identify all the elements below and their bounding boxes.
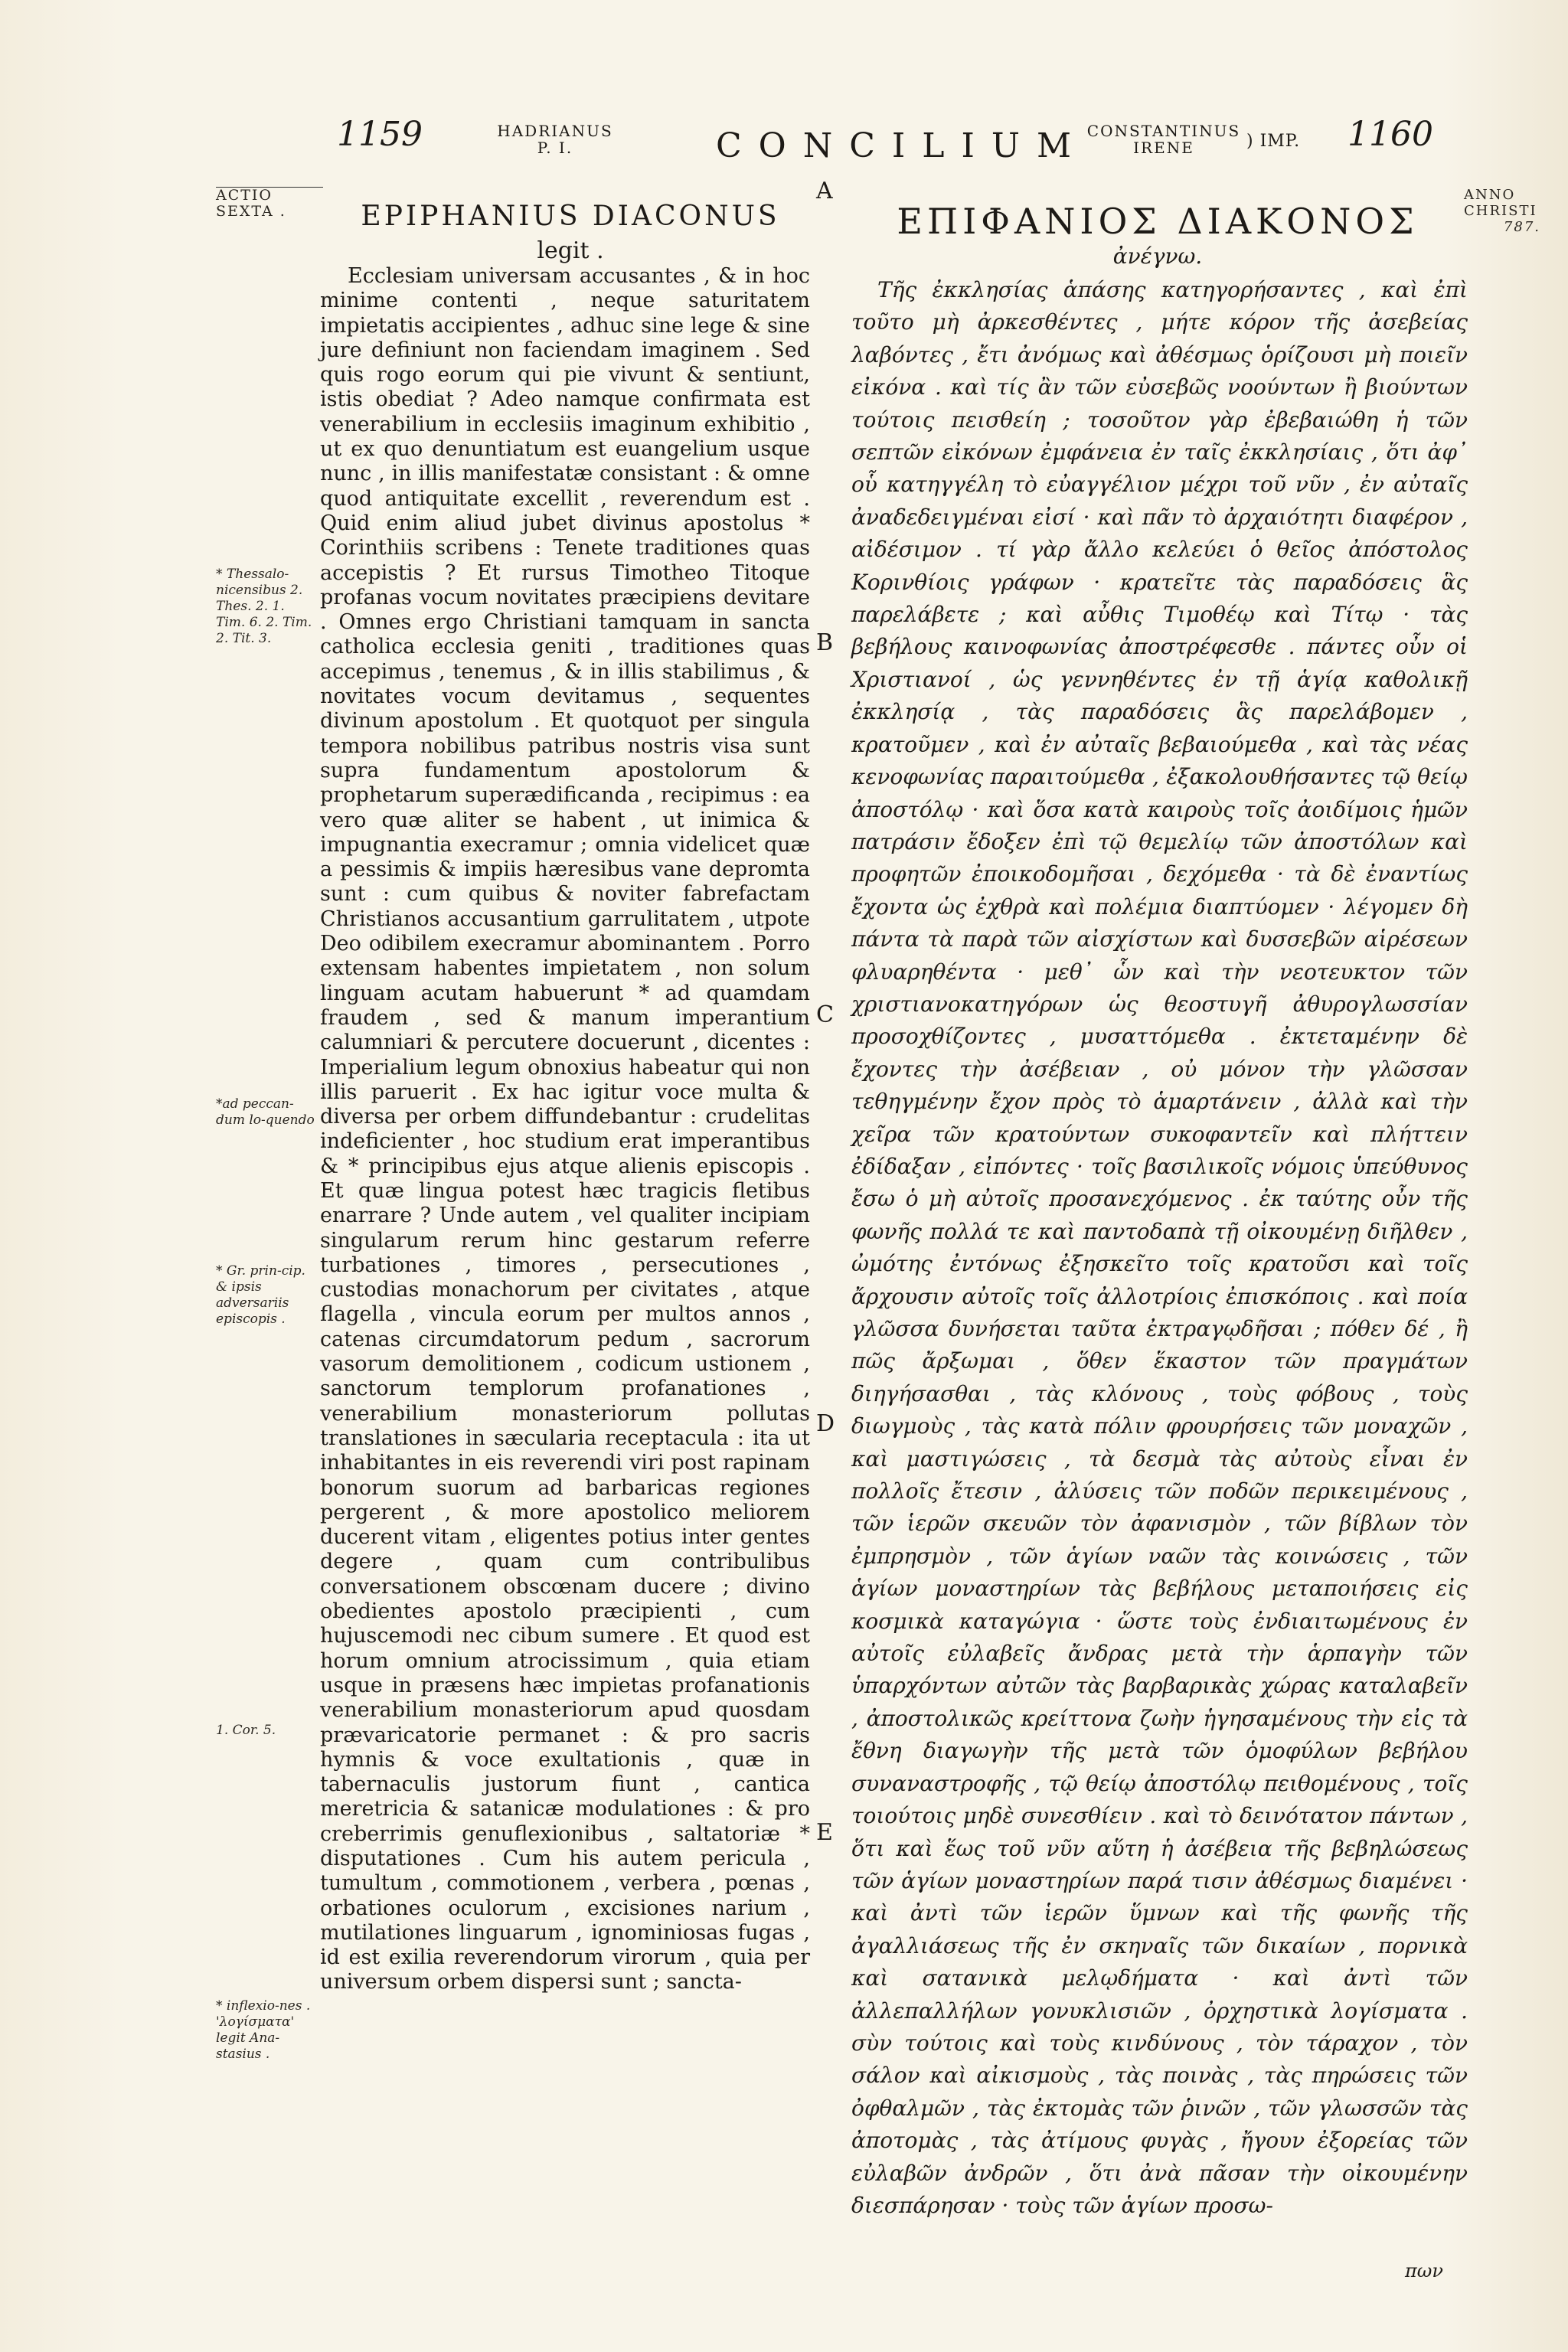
running-title: CONCILIUM [716, 126, 1089, 165]
margin-note-cor: 1. Cor. 5. [216, 1723, 276, 1738]
section-letter-d: D [816, 1410, 835, 1437]
catchword: πων [1405, 2260, 1443, 2282]
greek-subheading: ἀνέγνω. [1112, 243, 1203, 269]
margin-note-peccandum: *ad peccan-dum lo-quendo [216, 1096, 315, 1128]
latin-subheading: legit . [537, 237, 604, 264]
right-page-number: 1160 [1348, 115, 1433, 154]
latin-heading: EPIPHANIUS DIACONUS [361, 201, 780, 232]
anno-year: 787. [1503, 219, 1540, 235]
actio-line2: SEXTA . [216, 203, 286, 220]
right-header-imp: ) IMP. [1246, 132, 1301, 151]
left-page-number: 1159 [337, 115, 423, 154]
left-header-label [490, 122, 620, 184]
section-letter-c: C [816, 1001, 834, 1028]
right-header-label [1080, 122, 1248, 184]
left-header-label-line2: P. I. [537, 139, 573, 157]
margin-note-thessalonicensibus: * Thessalo-nicensibus 2. Thes. 2. 1. Tim. 6. 2. Tim. 2. Tit. 3. [216, 567, 312, 646]
anno-christi-label [1464, 187, 1556, 235]
greek-heading: ΕΠΙΦΑΝΙΟΣ ΔΙΑΚΟΝΟΣ [897, 201, 1419, 242]
latin-text: Ecclesiam universam accusantes , & in hoc minime contenti , neque saturitatem impietatis accipientes , adhuc sine lege & sine jure definiunt non faciendam imaginem . Sed quis rogo eorum qui pie vivunt & sentiunt, istis obediat ? Adeo namque confirmata est venerabilium in ecclesiis imaginum exhibitio , ut ex quo denuntiatum est euangelium usque nunc , in illis manifestatæ consistant : & omne quod antiquitate excellit , reverendum est . Quid enim aliud jubet divinus apostolus * Corinthiis scribens : Tenete traditiones quas accepistis ? Et rursus Timotheo Titoque profanas vocum novitates præcipiens devitare . Omnes ergo Christiani tamquam in sancta catholica ecclesia geniti , traditiones quas accepimus , tenemus , & in illis stabilimus , & novitates vocum devitamus , sequentes divinum apostolum . Et quotquot per singula tempora nobilibus patribus nostris visa sunt supra fundamentum apostolorum & prophetarum superædificanda , recipimus : ea vero quæ aliter se habent , ut inimica & impugnantia execramur ; omnia videlicet quæ a pessimis & impiis hæresibus vane depromta sunt : cum quibus & noviter fabrefactam Christianos accusantium garrulitatem , utpote Deo odibilem execramur abominantem . Porro extensam habentes impietatem , non solum linguam acutam habuerunt * ad quamdam fraudem , sed & manum imperantium calumniari & percutere docuerunt , dicentes : Imperialium legum obnoxius habeatur qui non illis paruerit . Ex hac igitur voce multa & diversa per orbem diffundebantur : crudelitas indeficienter , hoc studium erat imperantibus & * principibus ejus atque alienis episcopis . Et quæ lingua potest hæc tragicis fletibus enarrare ? Unde autem , vel qualiter incipiam singularum rerum hinc gestarum referre turbationes , timores , persecutiones , custodias monachorum per civitates , atque flagella , vincula eorum per multos annos , catenas circumdatorum pedum , sacrorum vasorum demolitionem , codicum ustionem , sanctorum templorum profanationes , venerabilium monasteriorum pollutas translationes in sæcularia receptacula : ita ut inhabitantes in eis reverendi viri post rapinam bonorum suorum ad barbaricas regiones pergerent , & more apostolico meliorem ducerent vitam , eligentes potius inter gentes degere , quam cum contribulibus conversationem obscœnam ducere ; divino obedientes apostolo præcipienti , cum hujuscemodi nec cibum sumere . Et quod est horum omnium atrocissimum , quia etiam usque in præsens hæc impietas profanationis venerabilium monasteriorum apud quosdam prævaricatorie permanet : & pro sacris hymnis & voce exultationis , quæ in tabernaculis justorum fiunt , cantica meretricia & satanicæ modulationes : & pro creberrimis genuflexionibus , saltatoriæ * disputationes . Cum his autem pericula , tumultum , commotionem , verbera , pœnas , orbationes oculorum , excisiones narium , mutilationes linguarum , ignominiosas fugas , id est exilia reverendorum virorum , quia per universum orbem dispersi sunt ; sancta- [320, 264, 810, 1994]
right-header-label-line2: IRENE [1133, 139, 1194, 157]
anno-line1: ANNO [1464, 187, 1516, 203]
actio-line1: ACTIO [216, 187, 323, 204]
greek-text: Τῆς ἐκκλησίας ἁπάσης κατηγορήσαντες , καὶ ἐπὶ τοῦτο μὴ ἀρκεσθέντες , μήτε κόρον τῆς ἀσεβείας λαβόντες , ἔτι ἀνόμως καὶ ἀθέσμως ὁρίζουσι μὴ ποιεῖν εἰκόνα . καὶ τίς ἂν τῶν εὐσεβῶς νοούντων ἢ βιούντων τούτοις πεισθείη ; τοσοῦτον γὰρ ἐβεβαιώθη ἡ τῶν σεπτῶν εἰκόνων ἐμφάνεια ἐν ταῖς ἐκκλησίαις , ὅτι ἀφ᾽ οὗ κατηγγέλη τὸ εὐαγγέλιον μέχρι τοῦ νῦν , ἐν αὐταῖς ἀναδεδειγμέναι εἰσί · καὶ πᾶν τὸ ἀρχαιότητι διαφέρον , αἰδέσιμον . τί γὰρ ἄλλο κελεύει ὁ θεῖος ἀπόστολος Κορινθίοις γράφων · κρατεῖτε τὰς παραδόσεις ἃς παρελάβετε ; καὶ αὖθις Τιμοθέῳ καὶ Τίτῳ · τὰς βεβήλους καινοφωνίας ἀποστρέφεσθε . πάντες οὖν οἱ Χριστιανοί , ὡς γεννηθέντες ἐν τῇ ἁγίᾳ καθολικῇ ἐκκλησίᾳ , τὰς παραδόσεις ἃς παρελάβομεν , κρατοῦμεν , καὶ ἐν αὐταῖς βεβαιούμεθα , καὶ τὰς νέας κενοφωνίας παραιτούμεθα , ἐξακολουθήσαντες τῷ θείῳ ἀποστόλῳ · καὶ ὅσα κατὰ καιροὺς τοῖς ἀοιδίμοις ἡμῶν πατράσιν ἔδοξεν ἐπὶ τῷ θεμελίῳ τῶν ἀποστόλων καὶ προφητῶν ἐποικοδομῆσαι , δεχόμεθα · τὰ δὲ ἐναντίως ἔχοντα ὡς ἐχθρὰ καὶ πολέμια διαπτύομεν · λέγομεν δὴ πάντα τὰ παρὰ τῶν αἰσχίστων καὶ δυσσεβῶν αἱρέσεων φλυαρηθέντα · μεθ᾽ ὧν καὶ τὴν νεοτευκτον τῶν χριστιανοκατηγόρων ὡς θεοστυγῆ ἀθυρογλωσσίαν προσοχθίζοντες , μυσαττόμεθα . ἐκτεταμένην δὲ ἔχοντες τὴν ἀσέβειαν , οὐ μόνον τὴν γλῶσσαν τεθηγμένην ἔχον πρὸς τὸ ἁμαρτάνειν , ἀλλὰ καὶ τὴν χεῖρα τῶν κρατούντων συκοφαντεῖν καὶ πλήττειν ἐδίδαξαν , εἰπόντες · τοῖς βασιλικοῖς νόμοις ὑπεύθυνος ἔσω ὁ μὴ αὐτοῖς προσανεχόμενος . ἐκ ταύτης οὖν τῆς φωνῆς πολλά τε καὶ παντοδαπὰ τῇ οἰκουμένῃ διῆλθεν , ὠμότης ἐντόνως ἐξησκεῖτο τοῖς κρατοῦσι καὶ τοῖς ἄρχουσιν αὐτοῖς τοῖς ἀλλοτρίοις ἐπισκόποις . καὶ ποία γλῶσσα δυνήσεται ταῦτα ἐκτραγῳδῆσαι ; πόθεν δέ , ἢ πῶς ἄρξωμαι , ὅθεν ἕκαστον τῶν πραγμάτων διηγήσασθαι , τὰς κλόνους , τοὺς φόβους , τοὺς διωγμοὺς , τὰς κατὰ πόλιν φρουρήσεις τῶν μοναχῶν , καὶ μαστιγώσεις , τὰ δεσμὰ τὰς αὐτοὺς εἶναι ἐν πολλοῖς ἔτεσιν , ἀλύσεις τῶν ποδῶν περικειμένους , τῶν ἱερῶν σκευῶν τὸν ἀφανισμὸν , τῶν βίβλων τὸν ἐμπρησμὸν , τῶν ἁγίων ναῶν τὰς κοινώσεις , τῶν ἁγίων μοναστηρίων τὰς βεβήλους μεταποιήσεις εἰς κοσμικὰ καταγώγια · ὥστε τοὺς ἐνδιαιτωμένους ἐν αὐτοῖς εὐλαβεῖς ἄνδρας μετὰ τὴν ἁρπαγὴν τῶν ὑπαρχόντων αὐτῶν τὰς βαρβαρικὰς χώρας καταλαβεῖν , ἀποστολικῶς κρείττονα ζωὴν ἡγησαμένους τὴν εἰς τὰ ἔθνη διαγωγὴν τῆς μετὰ τῶν ὁμοφύλων βεβήλου συναναστροφῆς , τῷ θείῳ ἀποστόλῳ πειθομένους , τοῖς τοιούτοις μηδὲ συνεσθίειν . καὶ τὸ δεινότατον πάντων , ὅτι καὶ ἕως τοῦ νῦν αὕτη ἡ ἀσέβεια τῆς βεβηλώσεως τῶν ἁγίων μοναστηρίων παρά τισιν ἀθέσμως διαμένει · καὶ ἀντὶ τῶν ἱερῶν ὕμνων καὶ τῆς φωνῆς τῆς ἀγαλλιάσεως τῆς ἐν σκηναῖς τῶν δικαίων , πορνικὰ καὶ σατανικὰ μελῳδήματα · καὶ ἀντὶ τῶν ἀλλεπαλλήλων γονυκλισιῶν , ὀρχηστικὰ λογίσματα . σὺν τούτοις καὶ τοὺς κινδύνους , τὸν τάραχον , τὸν σάλον καὶ αἰκισμοὺς , τὰς ποινὰς , τὰς πηρώσεις τῶν ὀφθαλμῶν , τὰς ἐκτομὰς τῶν ῥινῶν , τῶν γλωσσῶν τὰς ἀποτομὰς , τὰς ἀτίμους φυγὰς , ἤγουν ἐξορείας τῶν εὐλαβῶν ἀνδρῶν , ὅτι ἀνὰ πᾶσαν τὴν οἰκουμένην διεσπάρησαν · τοὺς τῶν ἁγίων προσω- [851, 277, 1468, 2218]
actio-label [216, 187, 323, 220]
section-letter-b: B [816, 629, 834, 656]
left-header-label-line1: HADRIANUS [497, 122, 613, 140]
section-letter-a: A [816, 178, 833, 204]
section-letter-e: E [816, 1819, 833, 1846]
latin-column [320, 264, 810, 1995]
margin-note-gr-principibus: * Gr. prin-cip. & ipsis adversariis episcopis . [216, 1263, 305, 1327]
margin-note-inflexiones: * inflexio-nes . 'λογίσματα' legit Ana-stasius . [216, 1998, 311, 2062]
right-header-label-line1: CONSTANTINUS [1086, 122, 1241, 140]
anno-line2: CHRISTI [1464, 203, 1537, 219]
greek-column [851, 274, 1468, 2222]
